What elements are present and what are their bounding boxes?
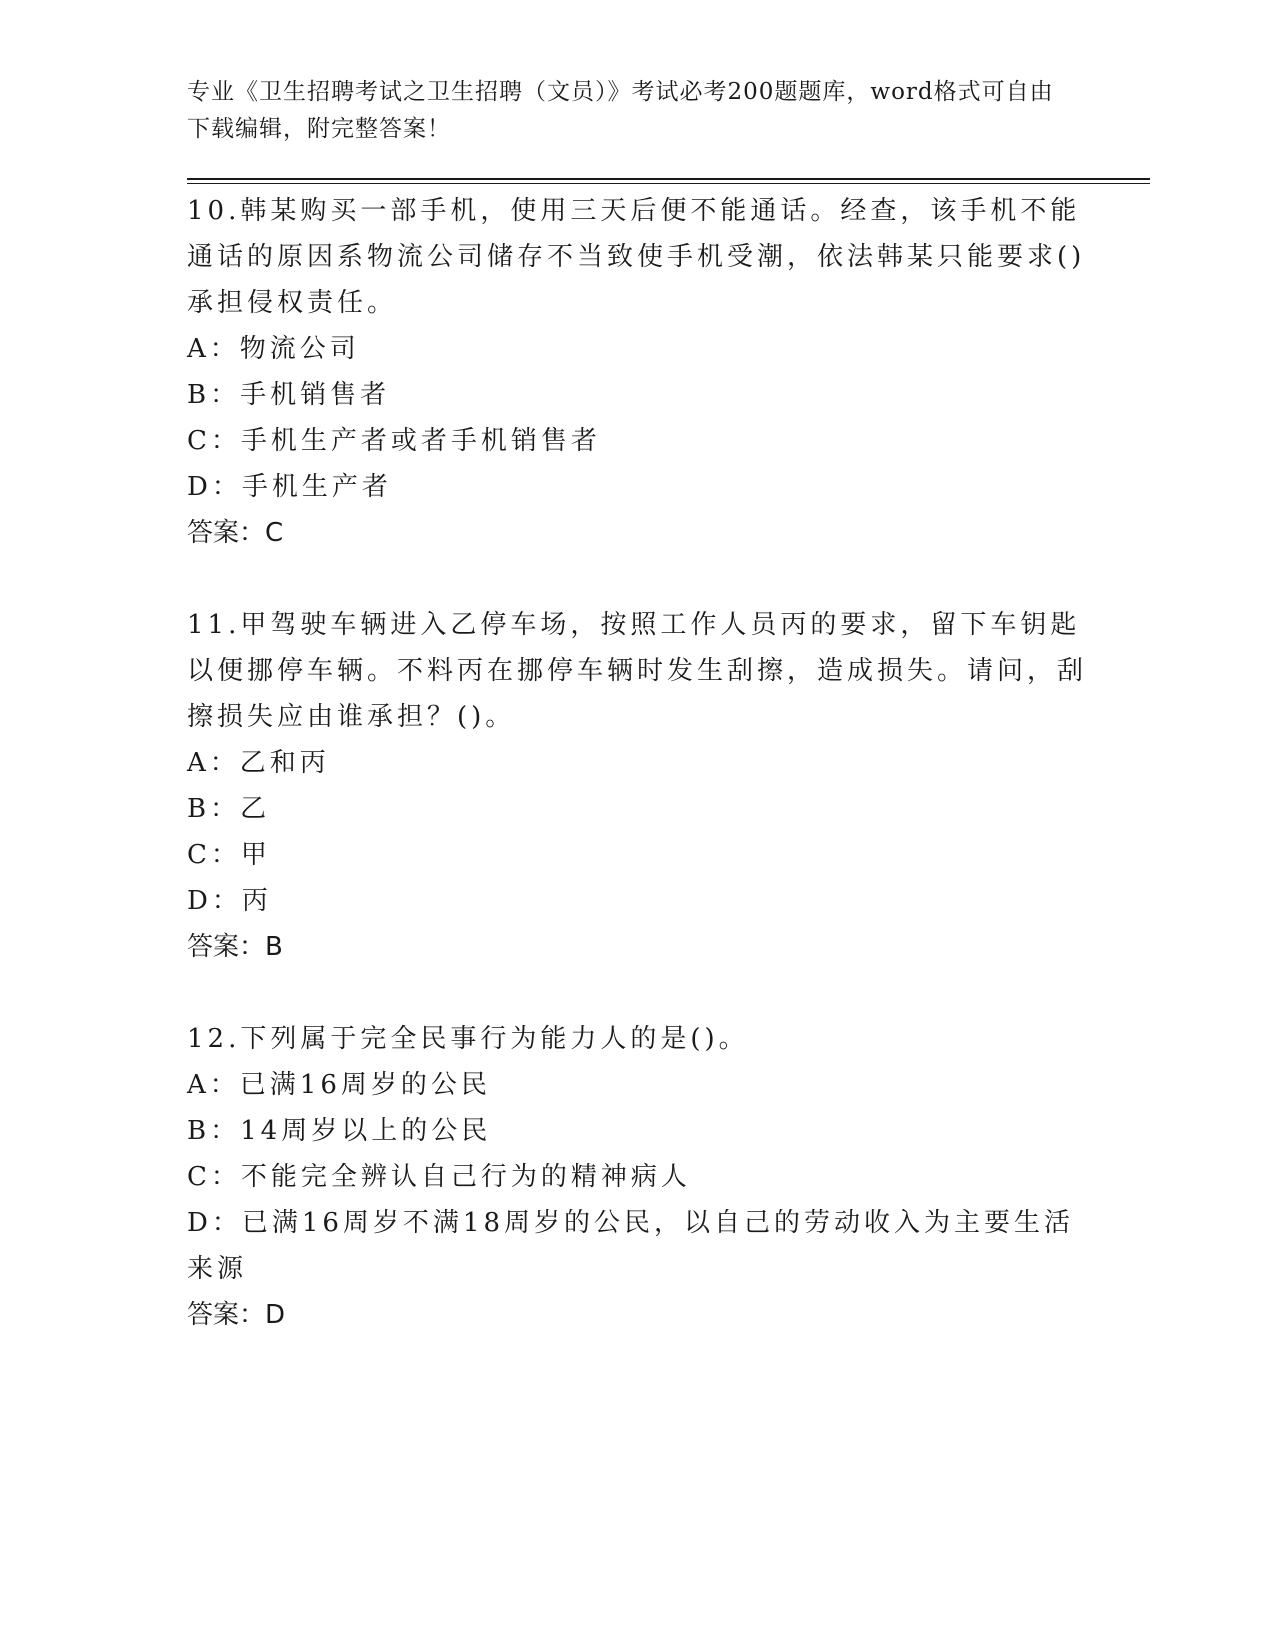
option-b: B：手机销售者 [187, 380, 391, 410]
option-d: D：丙 [187, 886, 272, 916]
question-list [187, 188, 1087, 1384]
option-c: C：甲 [187, 840, 271, 870]
option-a: A：物流公司 [187, 334, 360, 364]
answer: 答案：B [187, 932, 283, 962]
option-d: D：手机生产者 [187, 472, 392, 502]
header-divider-thin [187, 183, 1150, 184]
question-stem: 10.韩某购买一部手机，使用三天后便不能通话。经查，该手机不能通话的原因系物流公司储存不当致使手机受潮，依法韩某只能要求()承担侵权责任。 [187, 196, 1086, 318]
question-stem: 12.下列属于完全民事行为能力人的是()。 [187, 1024, 749, 1054]
question-11 [187, 602, 1087, 970]
option-c: C：不能完全辨认自己行为的精神病人 [187, 1162, 691, 1192]
option-a: A：已满16周岁的公民 [187, 1070, 491, 1100]
question-12 [187, 1016, 1087, 1338]
option-b: B：14周岁以上的公民 [187, 1116, 492, 1146]
option-a: A：乙和丙 [187, 748, 330, 778]
option-b: B：乙 [187, 794, 271, 824]
question-stem: 11.甲驾驶车辆进入乙停车场，按照工作人员丙的要求，留下车钥匙以便挪停车辆。不料丙在挪停车辆时发生刮擦，造成损失。请问，刮擦损失应由谁承担？()。 [187, 610, 1088, 732]
option-d: D：已满16周岁不满18周岁的公民，以自己的劳动收入为主要生活来源 [187, 1208, 1075, 1284]
document-header: 专业《卫生招聘考试之卫生招聘（文员）》考试必考200题题库，word格式可自由下载编辑，附完整答案！ [187, 79, 1054, 142]
question-10 [187, 188, 1087, 556]
answer: 答案：C [187, 518, 284, 548]
header-divider-thick [187, 178, 1150, 180]
option-c: C：手机生产者或者手机销售者 [187, 426, 601, 456]
answer: 答案：D [187, 1300, 286, 1330]
